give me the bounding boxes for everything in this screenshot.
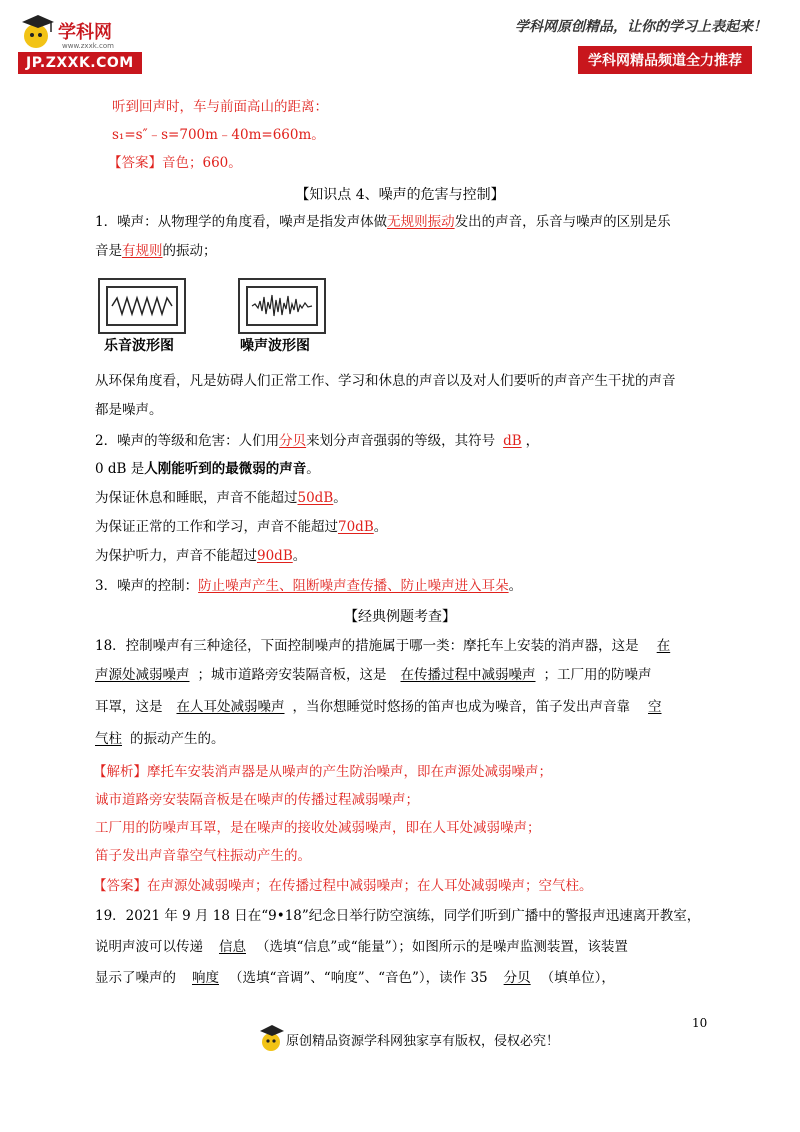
logo-url: JP.ZXXK.COM	[18, 52, 142, 74]
header-slogan: 学科网原创精品，让你的学习上表起来！	[515, 19, 767, 35]
fill-answer: 防止噪声产生、阻断噪声查传播、防止噪声进入耳朵	[198, 578, 509, 594]
text: ，当你想睡觉时悠扬的笛声也成为噪音，笛子发出声音靠	[292, 699, 630, 715]
text: 。	[306, 461, 320, 477]
logo-name: 学科网	[58, 22, 112, 43]
fill-answer: 响度	[192, 970, 219, 986]
fill-answer: 分贝	[503, 970, 531, 986]
kp4-p1-line2	[95, 242, 217, 260]
text: 音是	[95, 243, 122, 259]
q18-line1	[95, 637, 670, 655]
text: 。	[292, 548, 307, 564]
text: ，	[525, 433, 540, 449]
text: （选填“音调”、“响度”、“音色”），读作 35	[229, 970, 488, 986]
mascot-icon	[18, 12, 58, 52]
fill-answer: 信息	[219, 939, 246, 955]
logo-small-url: www.zxxk.com	[62, 42, 114, 50]
section-title-kp4: 【知识点 4、噪声的危害与控制】	[295, 187, 505, 203]
fill-answer: 90dB	[257, 548, 293, 564]
footer-text: 原创精品资源学科网独家享有版权，侵权必究！	[286, 1034, 560, 1049]
fill-answer: 50dB	[297, 490, 334, 506]
answer-tag: 【答案】	[108, 155, 162, 171]
text: 3．噪声的控制：	[95, 578, 199, 594]
kp4-p2-line1: 从环保角度看，凡是妨碍人们正常工作、学习和休息的声音以及对人们要听的声音产生干扰的声音	[95, 373, 676, 389]
section-title-examples: 【经典例题考查】	[344, 609, 456, 625]
prev-line-2: s₁=s″﹣s=700m﹣40m=660m。	[112, 127, 325, 143]
q18-line3	[95, 698, 662, 716]
footer	[258, 1022, 598, 1054]
text: （选填“信息”或“能量”）；如图所示的是噪声监测装置，该装置	[256, 939, 628, 955]
fill-answer: 70dB	[338, 519, 374, 535]
text: ；城市道路旁安装隔音板，这是	[197, 667, 387, 683]
fill-answer: 在人耳处减弱噪声	[176, 699, 285, 715]
noise-waveform-figure	[238, 278, 326, 334]
text: 的振动；	[162, 243, 217, 259]
answer-line: 【答案】在声源处减弱噪声；在传播过程中减弱噪声；在人耳处减弱噪声；空气柱。	[93, 878, 593, 894]
analysis-line1: 【解析】摩托车安装消声器是从噪声的产生防治噪声，即在声源处减弱噪声；	[93, 764, 552, 780]
text: 显示了噪声的	[95, 970, 176, 986]
prev-line-1: 听到回声时，车与前面高山的距离：	[112, 99, 328, 115]
analysis-line3: 工厂用的防噪声耳罩，是在噪声的接收处减弱噪声，即在人耳处减弱噪声；	[95, 820, 541, 836]
analysis-line4: 笛子发出声音靠空气柱振动产生的。	[95, 848, 311, 864]
header-banner: 学科网精品频道全力推荐	[578, 46, 752, 74]
text: 为保证正常的工作和学习，声音不能超过	[95, 519, 338, 535]
analysis-line2: 诚市道路旁安装隔音板是在噪声的传播过程减弱噪声；	[95, 792, 419, 808]
q18-line2	[95, 666, 652, 684]
text: 耳罩，这是	[95, 699, 163, 715]
music-waveform-caption: 乐音波形图	[104, 338, 174, 354]
kp4-p2-line2: 都是噪声。	[95, 402, 163, 418]
text: 的振动产生的。	[130, 731, 225, 747]
logo	[18, 12, 168, 74]
text: 1．噪声：从物理学的角度看，噪声是指发声体做	[95, 214, 388, 230]
kp4-p1-line1	[95, 213, 671, 231]
text: 来划分声音强弱的等级，其符号	[306, 433, 496, 449]
answer-text: 音色；660。	[162, 155, 242, 171]
fill-answer: 无规则振动	[387, 214, 455, 230]
text: ；工厂用的防噪声	[543, 667, 652, 683]
fill-answer: 空	[648, 699, 662, 715]
music-waveform-figure	[98, 278, 186, 334]
text: 2．噪声的等级和危害：人们用	[95, 433, 280, 449]
kp4-p7	[95, 547, 306, 565]
text: 。	[333, 490, 347, 506]
fill-answer: dB	[503, 433, 522, 449]
text: 为保证休息和睡眠，声音不能超过	[95, 490, 298, 506]
q19-line2	[95, 938, 628, 956]
q19-line3	[95, 969, 615, 987]
noise-waveform-caption: 噪声波形图	[240, 338, 310, 354]
fill-answer: 气柱	[95, 731, 122, 747]
fill-answer: 分贝	[279, 433, 307, 449]
kp4-p5	[95, 489, 347, 507]
text: 说明声波可以传递	[95, 939, 203, 955]
text: 。	[373, 519, 388, 535]
text: 。	[508, 578, 523, 594]
text: （填单位），	[540, 970, 615, 986]
kp4-p8	[95, 577, 522, 595]
kp4-p6	[95, 518, 387, 536]
mascot-icon	[258, 1022, 286, 1054]
text: 为保护听力，声音不能超过	[95, 548, 257, 564]
fill-answer: 声源处减弱噪声	[95, 667, 190, 683]
q18-line4	[95, 730, 225, 748]
text: 18．控制噪声有三种途径，下面控制噪声的措施属于哪一类：摩托车上安装的消声器，这是	[95, 638, 639, 654]
bold-text: 人刚能听到的最微弱的声音	[144, 461, 307, 477]
kp4-p3	[95, 432, 539, 450]
fill-answer: 在传播过程中减弱噪声	[400, 667, 536, 683]
q19-line1: 19．2021 年 9 月 18 日在“9•18”纪念日举行防空演练，同学们听到广播中的警报声迅速离开教室，	[95, 908, 701, 924]
kp4-p4	[95, 460, 320, 478]
text: 发出的声音，乐音与噪声的区别是乐	[454, 214, 671, 230]
prev-answer	[108, 154, 242, 172]
fill-answer: 在	[656, 638, 671, 654]
fill-answer: 有规则	[122, 243, 163, 259]
text: 0 dB 是	[95, 461, 145, 477]
page-number: 10	[692, 1016, 708, 1030]
